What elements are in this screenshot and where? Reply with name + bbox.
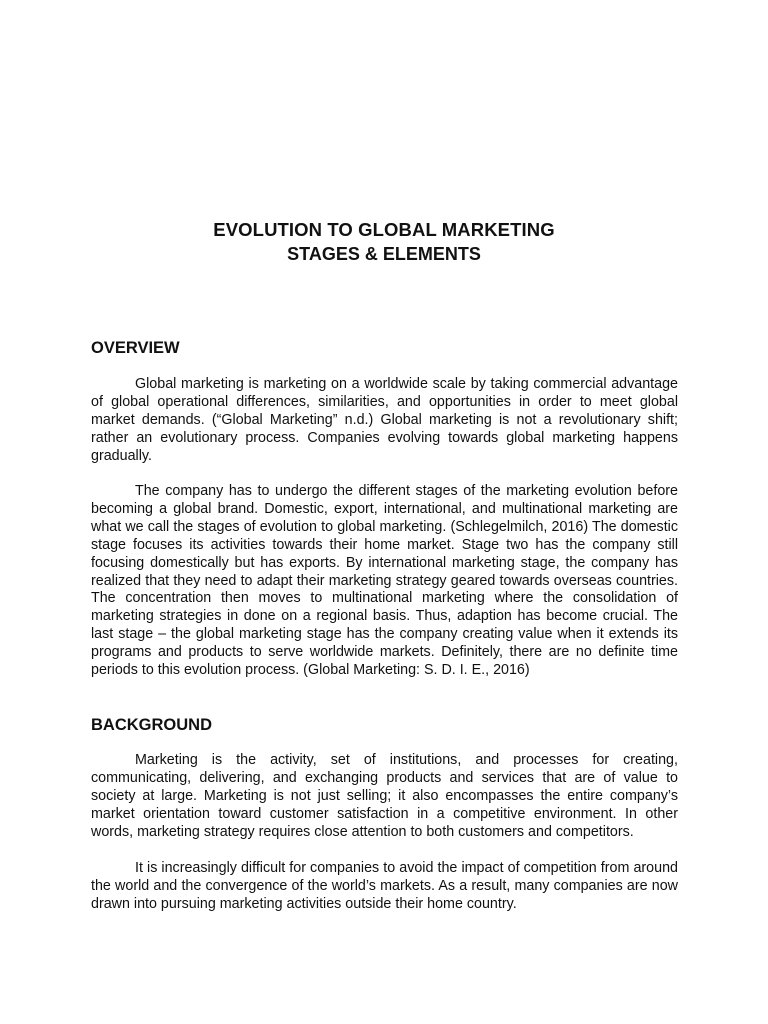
document-subtitle: STAGES & ELEMENTS (287, 244, 481, 264)
title-block (0, 218, 768, 266)
overview-paragraph-1: Global marketing is marketing on a worldwide scale by taking commercial advantage of global operational differences, similarities, and opportunities in order to meet global market demands. (“Global Marketing” n.d.) Global marketing is not a revolutionary shift; rather an evolutionary process. Companies evolving towards global marketing happens gradually. (91, 376, 678, 464)
document-title: EVOLUTION TO GLOBAL MARKETING (213, 219, 555, 240)
background-paragraph-1: Marketing is the activity, set of institutions, and processes for creating, communicating, delivering, and exchanging products and services that are of value to society at large. Marketing is not just selling; it also encompasses the entire company’s market orientation toward customer satisfaction in a competitive environment. In other words, marketing strategy requires close attention to both customers and competitors. (91, 752, 678, 840)
background-paragraph-2: It is increasingly difficult for companies to avoid the impact of competition from around the world and the convergence of the world’s markets. As a result, many companies are now drawn into pursuing marketing activities outside their home country. (91, 860, 678, 912)
section-heading-overview: OVERVIEW (91, 339, 180, 357)
section-heading-background: BACKGROUND (91, 716, 212, 734)
overview-paragraph-2: The company has to undergo the different stages of the marketing evolution before becoming a global brand. Domestic, export, international, and multinational marketing are what we call the stages of evolution to global marketing. (Schlegelmilch, 2016) The domestic stage focuses its activities towards their home market. Stage two has the company still focusing domestically but has exports. By international marketing stage, the company has realized that they need to adapt their marketing strategy geared towards overseas countries. The concentration then moves to multinational marketing where the consolidation of marketing strategies in done on a regional basis. Thus, adaption has become crucial. The last stage – the global marketing stage has the company creating value when it extends its programs and products to serve worldwide markets. Definitely, there are no definite time periods to this evolution process. (Global Marketing: S. D. I. E., 2016) (91, 483, 678, 679)
